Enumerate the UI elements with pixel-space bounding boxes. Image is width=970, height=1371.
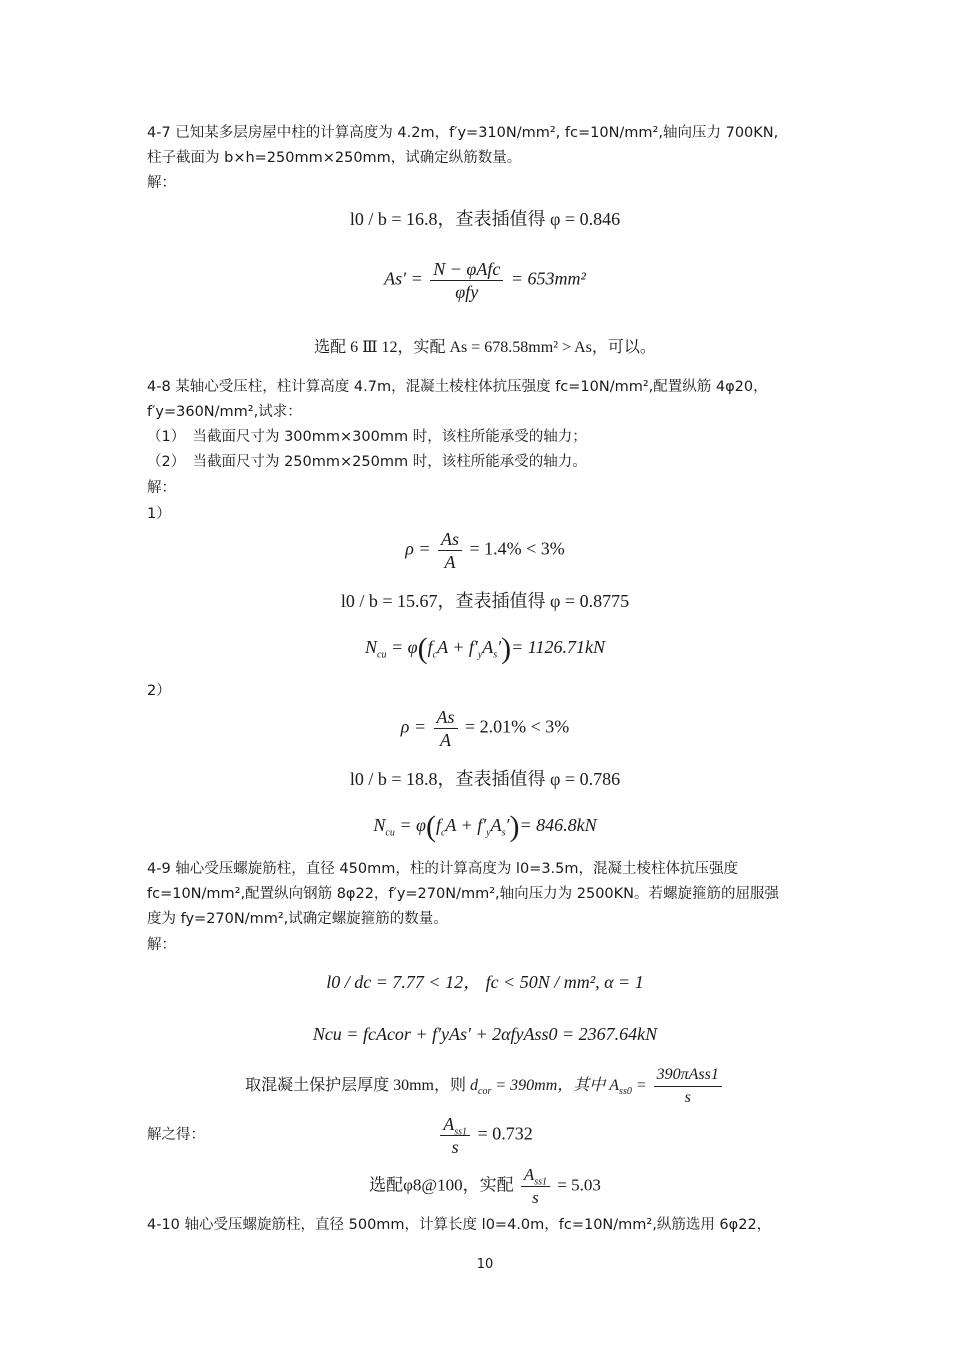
fraction-numerator: N − φAfc	[430, 258, 503, 281]
problem-4-9-line3: 度为 fy=270N/mm²,试确定螺旋箍筋的数量。	[147, 911, 448, 927]
formula-rhs: = 1126.71kN	[511, 637, 605, 657]
formula-ncu-1: $N_{cu} = \varphi(f_cA + f'_yA_s')= 1126.71kN$	[365, 631, 605, 665]
formula-stirrup-selection: 选配φ8@100，实配 $\frac{A_{ss1}}{s}$ = 5.03	[369, 1165, 601, 1207]
formula-rho-2: ρ = $\frac{As}{A}$ = 2.01% < 3%	[400, 707, 570, 750]
formula-ncu-2: $N_{cu} = \varphi(f_cA + f'_yA_s')= 846.8kN$	[373, 809, 597, 843]
formula-rhs: = 2.01% < 3%	[465, 716, 570, 737]
problem-4-9-line2: fc=10N/mm²,配置纵向钢筋 8φ22，f′y=270N/mm²,轴向压力为 2500KN。若螺旋箍筋的屈服强	[147, 886, 780, 902]
solve-label: 解之得：	[147, 1127, 205, 1143]
formula-selection: 选配 6 Ⅲ 12，实配 As = 678.58mm² > As，可以。	[314, 339, 656, 356]
formula-rhs: = 0.732	[477, 1123, 533, 1144]
formula-core-diameter: 取混凝土保护层厚度 30mm，则 $d_{cor} = 390mm$，其中 $A_{ss0}$ = $\frac{\text{390πAss1}}{s}$	[0, 1064, 970, 1109]
solution-label: 解：	[147, 175, 176, 191]
problem-4-9-line1: 4-9 轴心受压螺旋筋柱，直径 450mm，柱的计算高度为 l0=3.5m，混凝土棱柱体抗压强度	[147, 861, 739, 877]
formula-slenderness-1: l0 / b = 15.67，查表插值得 φ = 0.8775	[340, 591, 630, 611]
cover-text: 取混凝土保护层厚度 30mm，则	[245, 1077, 466, 1095]
problem-4-10-line1: 4-10 轴心受压螺旋筋柱，直径 500mm，计算长度 l0=4.0m，fc=10N/mm²,纵筋选用 6φ22，	[147, 1217, 772, 1233]
solution-label: 解：	[147, 937, 176, 953]
formula-rhs: = 5.03	[557, 1175, 601, 1195]
fraction-numerator: 390πAss1	[654, 1064, 722, 1087]
problem-4-8-line1: 4-8 某轴心受压柱，柱计算高度 4.7m，混凝土棱柱体抗压强度 fc=10N/mm²,配置纵筋 4φ20，	[147, 379, 768, 395]
formula-rho-1: ρ = $\frac{As}{A}$ = 1.4% < 3%	[405, 529, 565, 572]
formula-lhs: As′ =	[384, 268, 423, 289]
solution-label: 解：	[147, 480, 176, 496]
formula-ass1-ratio: $\frac{A_{ss1}}{s}$ = 0.732	[0, 1113, 970, 1158]
formula-rhs: = 1.4% < 3%	[469, 538, 565, 559]
part-1-label: 1）	[147, 506, 171, 522]
problem-4-8-line2: f′y=360N/mm²,试求：	[147, 404, 302, 420]
fraction-denominator: A	[440, 730, 451, 750]
formula-rhs: = 653mm²	[510, 268, 586, 289]
formula-slenderness: l0 / b = 16.8，查表插值得 φ = 0.846	[349, 209, 621, 229]
formula-rhs: = 846.8kN	[519, 815, 597, 835]
dcor-value: = 390mm，其中	[495, 1077, 606, 1095]
fraction-numerator: As	[438, 528, 462, 551]
fraction-denominator: φfy	[455, 282, 479, 302]
question-2: （2） 当截面尺寸为 250mm×250mm 时，该柱所能承受的轴力。	[147, 454, 587, 470]
page-number: 10	[476, 1257, 494, 1272]
question-1: （1） 当截面尺寸为 300mm×300mm 时，该柱所能承受的轴力；	[147, 429, 587, 445]
selection-text: 选配φ8@100，实配	[369, 1175, 514, 1195]
fraction-denominator: s	[684, 1089, 691, 1106]
part-2-label: 2）	[147, 683, 171, 699]
formula-slenderness-spiral: l0 / dc = 7.77 < 12， fc < 50N / mm², α = 1	[326, 972, 644, 992]
problem-4-7-line2: 柱子截面为 b×h=250mm×250mm，试确定纵筋数量。	[147, 150, 522, 166]
fraction-denominator: A	[444, 552, 456, 572]
formula-steel-area	[0, 258, 970, 303]
fraction-numerator: As	[434, 706, 458, 729]
problem-4-7-line1: 4-7 已知某多层房屋中柱的计算高度为 4.2m，f′y=310N/mm², fc=10N/mm²,轴向压力 700KN,	[147, 125, 779, 141]
formula-slenderness-2: l0 / b = 18.8，查表插值得 φ = 0.786	[349, 769, 621, 789]
formula-ncu-spiral: Ncu = fcAcor + f′yAs′ + 2αfyAss0 = 2367.64kN	[312, 1024, 658, 1044]
